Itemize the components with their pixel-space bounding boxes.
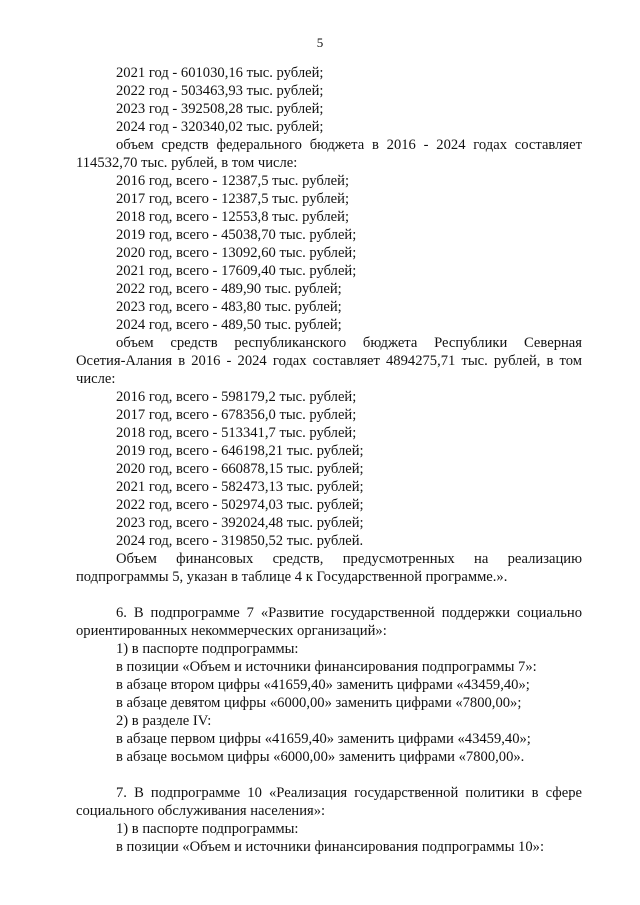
year-line: 2022 год, всего - 502974,03 тыс. рублей; xyxy=(116,497,364,513)
amendment-line: 1) в паспорте подпрограммы: xyxy=(116,821,299,837)
year-line: 2022 год, всего - 489,90 тыс. рублей; xyxy=(116,281,342,297)
year-line: 2017 год, всего - 678356,0 тыс. рублей; xyxy=(116,407,357,423)
year-line: 2023 год, всего - 483,80 тыс. рублей; xyxy=(116,299,342,315)
year-line: 2020 год, всего - 660878,15 тыс. рублей; xyxy=(116,461,364,477)
section-7 xyxy=(76,784,582,856)
republic-intro-line: Осетия-Алания в 2016 - 2024 годах составляет 4894275,71 тыс. рублей, в том xyxy=(76,353,582,369)
amendment-line: в абзаце восьмом цифры «6000,00» заменить цифрами «7800,00». xyxy=(116,749,525,765)
amendment-line: в позиции «Объем и источники финансирования подпрограммы 7»: xyxy=(116,659,537,675)
amendment-line: 1) в паспорте подпрограммы: xyxy=(116,641,299,657)
paragraph-gap xyxy=(76,586,582,604)
year-line: 2016 год, всего - 12387,5 тыс. рублей; xyxy=(116,173,350,189)
federal-intro-line: 114532,70 тыс. рублей, в том числе: xyxy=(76,155,298,171)
section-7-heading-line: 7. В подпрограмме 10 «Реализация государственной политики в сфере xyxy=(116,785,582,801)
year-line: 2024 год, всего - 489,50 тыс. рублей; xyxy=(116,317,342,333)
year-line: 2018 год, всего - 12553,8 тыс. рублей; xyxy=(116,209,350,225)
year-line: 2024 год, всего - 319850,52 тыс. рублей. xyxy=(116,533,364,549)
year-line: 2021 год - 601030,16 тыс. рублей; xyxy=(116,65,324,81)
amendment-line: в абзаце девятом цифры «6000,00» заменить цифрами «7800,00»; xyxy=(116,695,522,711)
year-line: 2023 год - 392508,28 тыс. рублей; xyxy=(116,101,324,117)
year-line: 2023 год, всего - 392024,48 тыс. рублей; xyxy=(116,515,364,531)
year-line: 2016 год, всего - 598179,2 тыс. рублей; xyxy=(116,389,357,405)
year-line: 2017 год, всего - 12387,5 тыс. рублей; xyxy=(116,191,350,207)
section-6-heading-line: ориентированных некоммерческих организаций»: xyxy=(76,623,387,639)
republic-budget-continuation xyxy=(76,64,582,136)
year-line: 2021 год, всего - 582473,13 тыс. рублей; xyxy=(116,479,364,495)
section-7-heading-line: социального обслуживания населения»: xyxy=(76,803,326,819)
page-number: 5 xyxy=(316,35,324,50)
amendment-line: 2) в разделе IV: xyxy=(116,713,212,729)
republic-budget-block xyxy=(76,334,582,550)
year-line: 2020 год, всего - 13092,60 тыс. рублей; xyxy=(116,245,357,261)
amendment-line: в абзаце первом цифры «41659,40» заменить цифрами «43459,40»; xyxy=(116,731,531,747)
volume-note-line: Объем финансовых средств, предусмотренных на реализацию xyxy=(116,551,582,567)
year-line: 2018 год, всего - 513341,7 тыс. рублей; xyxy=(116,425,357,441)
document-body xyxy=(76,64,582,856)
republic-intro-line: объем средств республиканского бюджета Республики Северная xyxy=(116,335,582,351)
federal-intro-line: объем средств федерального бюджета в 2016 - 2024 годах составляет xyxy=(116,137,582,153)
year-line: 2019 год, всего - 45038,70 тыс. рублей; xyxy=(116,227,357,243)
section-6-heading-line: 6. В подпрограмме 7 «Развитие государственной поддержки социально xyxy=(116,605,582,621)
year-line: 2022 год - 503463,93 тыс. рублей; xyxy=(116,83,324,99)
amendment-line: в абзаце втором цифры «41659,40» заменить цифрами «43459,40»; xyxy=(116,677,530,693)
republic-intro-line: числе: xyxy=(76,371,116,387)
year-line: 2019 год, всего - 646198,21 тыс. рублей; xyxy=(116,443,364,459)
volume-note xyxy=(76,550,582,586)
year-line: 2021 год, всего - 17609,40 тыс. рублей; xyxy=(116,263,357,279)
section-6 xyxy=(76,604,582,766)
year-line: 2024 год - 320340,02 тыс. рублей; xyxy=(116,119,324,135)
federal-budget-block xyxy=(76,136,582,334)
paragraph-gap xyxy=(76,766,582,784)
volume-note-line: подпрограммы 5, указан в таблице 4 к Государственной программе.». xyxy=(76,569,508,585)
amendment-line: в позиции «Объем и источники финансирования подпрограммы 10»: xyxy=(116,839,545,855)
